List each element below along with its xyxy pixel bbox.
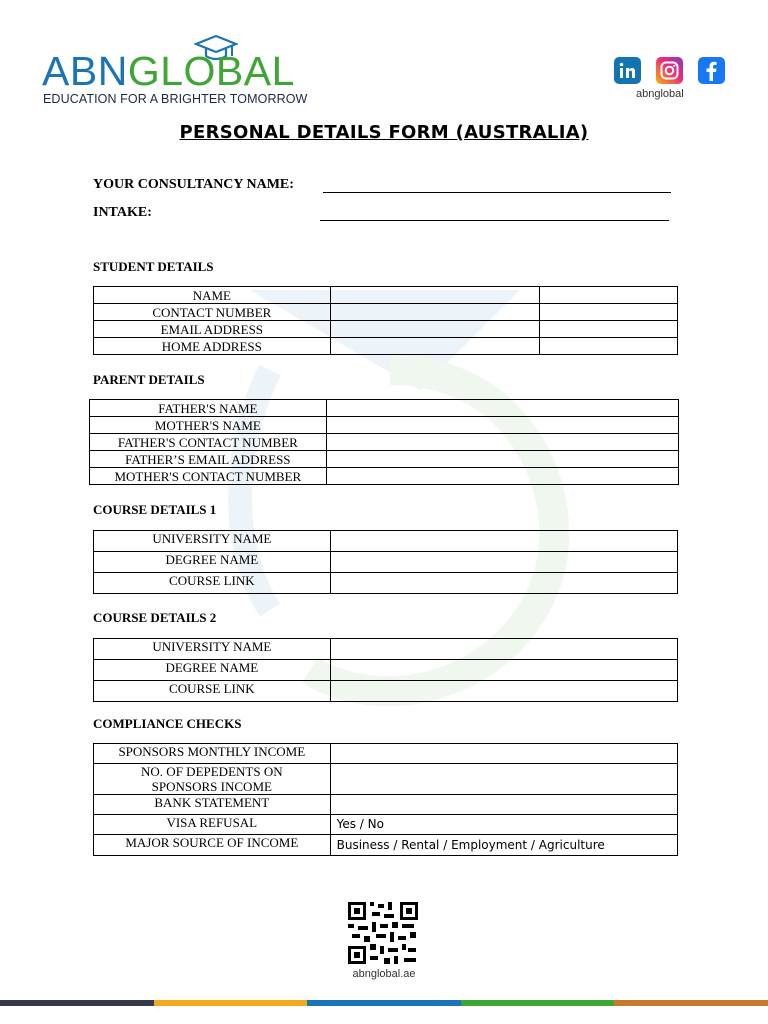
row-value-cell[interactable] — [330, 304, 540, 321]
table-row — [94, 304, 678, 321]
footer-segment — [307, 1000, 461, 1006]
row-value-cell[interactable] — [540, 287, 678, 304]
row-value-cell[interactable] — [330, 531, 677, 552]
footer-segment — [154, 1000, 308, 1006]
table-row — [90, 400, 679, 417]
social-links — [614, 57, 734, 103]
instagram-icon[interactable] — [656, 57, 683, 84]
table-row — [94, 321, 678, 338]
qr-caption: abnglobal.ae — [352, 968, 416, 980]
consultancy-name-line[interactable] — [323, 192, 671, 193]
row-label-line: NO. OF DEPEDENTS ON — [141, 764, 283, 779]
course-details-2-heading: COURSE DETAILS 2 — [93, 610, 217, 625]
table-row — [94, 573, 678, 594]
row-label: HOME ADDRESS — [94, 338, 331, 355]
row-label: FATHER'S NAME — [90, 400, 327, 417]
row-label: COURSE LINK — [94, 681, 331, 702]
compliance-checks-heading: COMPLIANCE CHECKS — [93, 716, 242, 731]
row-label: VISA REFUSAL — [94, 815, 331, 835]
consultancy-name-field — [93, 177, 294, 193]
row-value-cell[interactable] — [326, 400, 678, 417]
table-row — [94, 764, 678, 795]
table-row — [90, 434, 679, 451]
row-value-cell[interactable] — [540, 338, 678, 355]
table-row — [94, 660, 678, 681]
footer-segment — [0, 1000, 154, 1006]
row-label: EMAIL ADDRESS — [94, 321, 331, 338]
row-value-cell[interactable] — [540, 321, 678, 338]
row-value-cell[interactable] — [330, 744, 677, 764]
tagline: EDUCATION FOR A BRIGHTER TOMORROW — [43, 92, 308, 106]
table-row — [94, 552, 678, 573]
row-label — [94, 764, 331, 795]
company-logo — [42, 34, 332, 118]
table-row — [90, 417, 679, 434]
footer-segment — [614, 1000, 768, 1006]
intake-label: INTAKE: — [93, 205, 152, 220]
row-value-cell[interactable] — [330, 660, 677, 681]
row-label: MOTHER'S CONTACT NUMBER — [90, 468, 327, 485]
row-label: DEGREE NAME — [94, 552, 331, 573]
row-label: NAME — [94, 287, 331, 304]
row-value-cell[interactable] — [540, 304, 678, 321]
row-value-cell[interactable] — [330, 764, 677, 795]
footer-segment — [461, 1000, 615, 1006]
parent-details-table — [89, 399, 679, 485]
table-row — [94, 744, 678, 764]
table-row — [94, 531, 678, 552]
row-label: DEGREE NAME — [94, 660, 331, 681]
table-row — [94, 338, 678, 355]
table-row — [90, 451, 679, 468]
row-value-cell[interactable] — [330, 681, 677, 702]
row-label: MAJOR SOURCE OF INCOME — [94, 835, 331, 856]
social-handle: abnglobal — [636, 88, 684, 100]
compliance-checks-table — [93, 743, 678, 856]
row-label-line: SPONSORS INCOME — [151, 779, 272, 794]
table-row — [94, 835, 678, 856]
table-row — [94, 639, 678, 660]
table-row — [94, 815, 678, 835]
intake-field — [93, 205, 152, 221]
logo-wordmark: ABNGLOBAL — [42, 48, 295, 94]
consultancy-name-label: YOUR CONSULTANCY NAME: — [93, 177, 294, 192]
form-title: PERSONAL DETAILS FORM (AUSTRALIA) — [179, 122, 589, 143]
row-value-cell[interactable] — [330, 573, 677, 594]
row-label: COURSE LINK — [94, 573, 331, 594]
income-source-value[interactable]: Business / Rental / Employment / Agriculture — [330, 835, 677, 856]
row-label: SPONSORS MONTHLY INCOME — [94, 744, 331, 764]
row-label: MOTHER'S NAME — [90, 417, 327, 434]
table-row — [94, 287, 678, 304]
row-value-cell[interactable] — [330, 639, 677, 660]
row-label: UNIVERSITY NAME — [94, 531, 331, 552]
row-label: UNIVERSITY NAME — [94, 639, 331, 660]
row-value-cell[interactable] — [330, 338, 540, 355]
course-details-2-table — [93, 638, 678, 702]
course-details-1-table — [93, 530, 678, 594]
table-row — [94, 681, 678, 702]
facebook-icon[interactable] — [698, 57, 725, 84]
row-value-cell[interactable] — [326, 468, 678, 485]
row-label: BANK STATEMENT — [94, 795, 331, 815]
linkedin-icon[interactable] — [614, 57, 641, 84]
row-value-cell[interactable] — [326, 417, 678, 434]
intake-line[interactable] — [320, 220, 669, 221]
parent-details-heading: PARENT DETAILS — [93, 372, 205, 387]
table-row — [94, 795, 678, 815]
row-label: CONTACT NUMBER — [94, 304, 331, 321]
qr-code-icon[interactable] — [348, 902, 418, 964]
row-value-cell[interactable] — [326, 434, 678, 451]
row-value-cell[interactable] — [326, 451, 678, 468]
row-value-cell[interactable] — [330, 321, 540, 338]
row-label: FATHER’S EMAIL ADDRESS — [90, 451, 327, 468]
student-details-heading: STUDENT DETAILS — [93, 259, 214, 274]
row-value-cell[interactable] — [330, 287, 540, 304]
row-value-cell[interactable] — [330, 795, 677, 815]
course-details-1-heading: COURSE DETAILS 1 — [93, 502, 217, 517]
student-details-table — [93, 286, 678, 355]
table-row — [90, 468, 679, 485]
row-label: FATHER'S CONTACT NUMBER — [90, 434, 327, 451]
visa-refusal-value[interactable]: Yes / No — [330, 815, 677, 835]
row-value-cell[interactable] — [330, 552, 677, 573]
footer-color-bar — [0, 1000, 768, 1006]
